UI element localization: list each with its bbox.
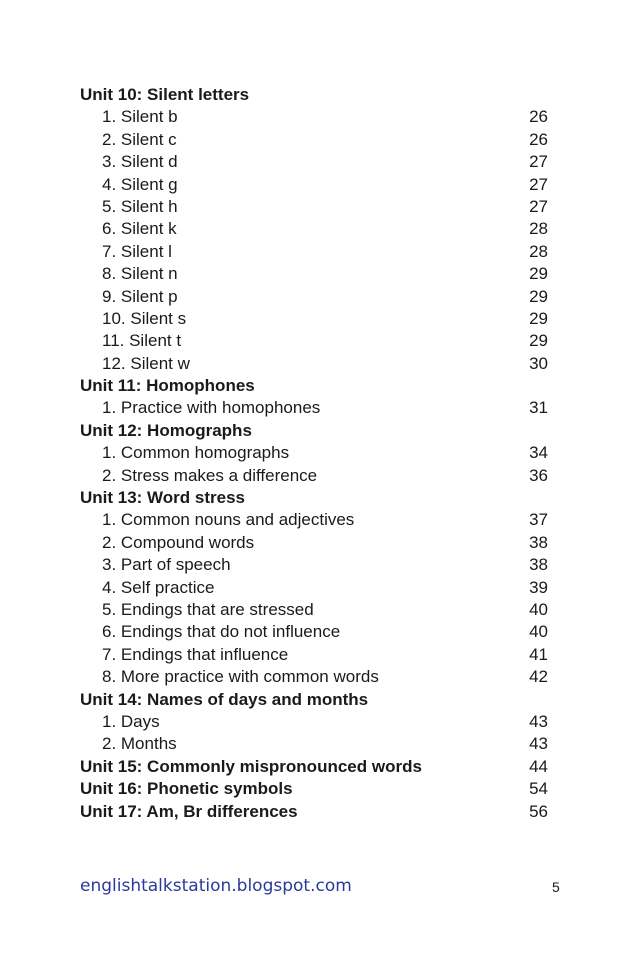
toc-unit-heading — [80, 756, 552, 778]
toc-page-number: 27 — [529, 152, 548, 172]
toc-page-number: 40 — [529, 599, 548, 619]
toc-entry-title: 9. Silent p — [102, 286, 178, 306]
toc-page-number: 44 — [529, 756, 548, 776]
toc-entry-title: 5. Silent h — [102, 196, 178, 216]
toc-entry-title: Unit 13: Word stress — [80, 488, 246, 508]
toc-entry — [80, 353, 552, 375]
toc-entry-title: 7. Silent l — [102, 241, 172, 261]
toc-entry — [80, 196, 552, 218]
toc-unit-heading — [80, 778, 552, 800]
toc-entry — [80, 509, 552, 531]
toc-entry-title: 5. Endings that are stressed — [102, 599, 314, 619]
toc-unit-heading — [80, 84, 552, 106]
toc-entry-title: 3. Silent d — [102, 152, 178, 172]
toc-page-number: 29 — [529, 264, 548, 284]
toc-entry-title: 8. More practice with common words — [102, 667, 379, 687]
toc-entry — [80, 263, 552, 285]
toc-page-number: 36 — [529, 465, 548, 485]
toc-entry — [80, 330, 552, 352]
toc-entry-title: 11. Silent t — [102, 331, 182, 351]
toc-entry-title: Unit 14: Names of days and months — [80, 689, 369, 709]
toc-entry — [80, 711, 552, 733]
toc-entry — [80, 621, 552, 643]
toc-page-number: 38 — [529, 532, 548, 552]
toc-page-number: 27 — [529, 174, 548, 194]
toc-entry-title: 1. Common nouns and adjectives — [102, 510, 355, 530]
toc-entry-title: 2. Compound words — [102, 532, 255, 552]
toc-entry-title: Unit 12: Homographs — [80, 420, 252, 440]
toc-unit-heading — [80, 689, 552, 711]
toc-entry-title: 8. Silent n — [102, 264, 178, 284]
toc-page-number: 41 — [529, 644, 548, 664]
toc-entry — [80, 308, 552, 330]
toc-entry — [80, 106, 552, 128]
toc-entry-title: 12. Silent w — [102, 353, 190, 373]
toc-entry — [80, 577, 552, 599]
toc-page-number: 38 — [529, 555, 548, 575]
toc-entry — [80, 442, 552, 464]
toc-entry — [80, 532, 552, 554]
toc-entry-title: 4. Silent g — [102, 174, 178, 194]
toc-page-number: 26 — [529, 129, 548, 149]
toc-entry-title: Unit 10: Silent letters — [80, 85, 250, 104]
toc-page-number: 40 — [529, 622, 548, 642]
toc-entry — [80, 599, 552, 621]
toc-page-number: 31 — [529, 398, 548, 418]
toc-entry-title: 1. Practice with homophones — [102, 398, 321, 418]
toc-entry-title: 3. Part of speech — [102, 555, 231, 575]
toc-entry-title: 2. Stress makes a difference — [102, 465, 318, 485]
toc-entry-title: Unit 16: Phonetic symbols — [80, 779, 293, 799]
toc-entry-title: 4. Self practice — [102, 577, 215, 597]
toc-unit-heading — [80, 487, 552, 509]
toc-entry — [80, 397, 552, 419]
toc-entry-title: 2. Months — [102, 734, 177, 754]
toc-entry-title: Unit 11: Homophones — [80, 376, 255, 396]
toc-entry-title: 2. Silent c — [102, 129, 177, 149]
toc-entry — [80, 151, 552, 173]
toc-unit-heading — [80, 375, 552, 397]
toc-entry-title: Unit 17: Am, Br differences — [80, 801, 298, 821]
toc-entry-title: 6. Silent k — [102, 219, 177, 239]
toc-entry — [80, 554, 552, 576]
toc-unit-heading — [80, 420, 552, 442]
toc-page-number: 28 — [529, 241, 548, 261]
toc-entry-title: Unit 15: Commonly mispronounced words — [80, 756, 422, 776]
table-of-contents — [80, 84, 552, 823]
toc-entry-title: 10. Silent s — [102, 308, 187, 328]
toc-page-number: 39 — [529, 577, 548, 597]
toc-page-number: 34 — [529, 443, 548, 463]
toc-entry — [80, 241, 552, 263]
toc-page-number: 56 — [529, 801, 548, 821]
toc-page-number: 37 — [529, 510, 548, 530]
toc-entry — [80, 129, 552, 151]
toc-entry — [80, 174, 552, 196]
toc-entry — [80, 733, 552, 755]
toc-entry-title: 6. Endings that do not influence — [102, 622, 341, 642]
toc-page-number: 29 — [529, 331, 548, 351]
toc-page-number: 43 — [529, 711, 548, 731]
toc-page-number: 28 — [529, 219, 548, 239]
toc-entry-title: 7. Endings that influence — [102, 644, 289, 664]
toc-entry-title: 1. Silent b — [102, 107, 178, 127]
toc-page-number: 26 — [529, 107, 548, 127]
toc-page-number: 30 — [529, 353, 548, 373]
toc-page-number: 54 — [529, 779, 548, 799]
toc-entry — [80, 465, 552, 487]
toc-unit-heading — [80, 801, 552, 823]
toc-entry — [80, 218, 552, 240]
toc-entry — [80, 286, 552, 308]
toc-entry — [80, 644, 552, 666]
toc-entry — [80, 666, 552, 688]
toc-page-number: 42 — [529, 667, 548, 687]
toc-entry-title: 1. Common homographs — [102, 443, 290, 463]
toc-page-number: 29 — [529, 308, 548, 328]
toc-page-number: 43 — [529, 734, 548, 754]
toc-page-number: 29 — [529, 286, 548, 306]
toc-page-number: 27 — [529, 196, 548, 216]
toc-entry-title: 1. Days — [102, 711, 160, 731]
website-link[interactable]: englishtalkstation.blogspot.com — [80, 876, 352, 896]
page-number: 5 — [552, 879, 560, 895]
